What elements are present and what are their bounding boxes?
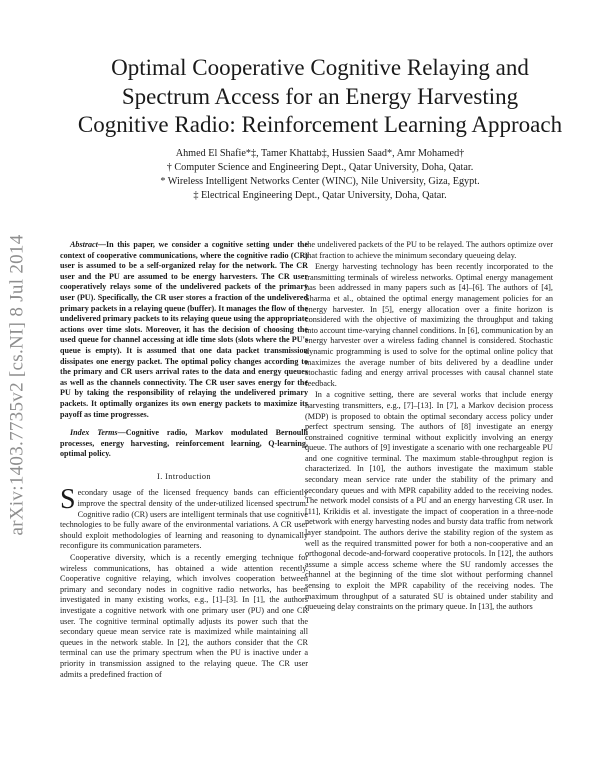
paragraph: In a cognitive setting, there are several works that include energy harvesting transmitters, e.g., [7]–[13]. In [7], a Markov decision process (MDP) is proposed to obtain the optimal secondary access policy under perfect spectrum sensing. The authors of [8] investigate an energy constrained cognitive terminal without explicitly involving an energy queue. The authors of [9] investigate a scenario with one rechargeable PU and one cognitive terminal. The maximum stable-throughput region is characterized. In [10], the authors investigate the maximum stable secondary mean service rate under the stability of the primary and secondary queues and with MPR capability added to the receiving nodes. The network model consists of a PU and an energy harvesting CR user. In [11], Krikidis et al. investigate the impact of cooperation in a three-node network with energy harvesting nodes and bursty data traffic from network layer standpoint. The authors derive the stability region of the system as well as the required transmitted power for both a non-cooperative and an orthogonal decode-and-forward cooperative protocols. In [12], the authors assume a simple access scheme where the SU randomly accesses the channel at the beginning of the time slot without performing channel sensing to exploit the MPR capability of the receiving nodes. The maximum throughput of a saturated SU is obtained under stability and queueing delay constraints on the primary queue. In [13], the authors (305, 390, 553, 612)
paragraph-text: econdary usage of the licensed frequency bands can efficiently improve the spectral density of the under-utilized licensed spectrum. Cognitive radio (CR) users are intelligent terminals that use cognitive technologies to be fully aware of the environmental variations. A CR user should exploit methodologies of learning and reasoning to dynamically reconfigure its communication parameters. (60, 488, 308, 551)
section-heading: I. Introduction (157, 471, 211, 481)
abstract-text: —In this paper, we consider a cognitive setting under the context of cooperative communications, where the cognitive radio (CR) user is assumed to be a self-organized relay for the network. The CR user and the PU are assumed to be energy harvesters. The CR user cooperatively relays some of the undelivered packets of the primary user (PU). Specifically, the CR user stores a fraction of the undelivered primary packets in a relaying queue (buffer). It manages the flow of the undelivered primary packets to its relaying queue using the appropriate actions over time slots. Moreover, it has the decision of choosing the used queue for channel accessing at idle time slots (slots where the PU's queue is empty). It is assumed that one data packet transmission dissipates one energy packet. The optimal policy changes according to the primary and CR users arrival rates to the data and energy queues as well as the channels connectivity. The CR user saves energy for the PU by taking the responsibility of relaying the undelivered primary packets. It optimally organizes its own energy packets to maximize its payoff as time progresses. (60, 240, 308, 419)
paper-title (40, 54, 600, 140)
right-column (305, 240, 553, 614)
title-line: Optimal Cooperative Cognitive Relaying and (111, 55, 529, 80)
author-names: Ahmed El Shafie*‡, Tamer Khattab‡, Hussien Saad*, Amr Mohamed† (175, 148, 465, 159)
paragraph (60, 484, 308, 552)
title-line: Spectrum Access for an Energy Harvesting (121, 83, 519, 109)
index-terms-label: Index Terms (70, 428, 118, 438)
index-terms (60, 428, 308, 460)
affiliation: † Computer Science and Engineering Dept., Qatar University, Doha, Qatar. (166, 162, 474, 173)
index-terms-text: —Cognitive radio, Markov modulated Bernoulli processes, energy harvesting, reinforcement learning, Q-learning, optimal policy. (60, 428, 308, 459)
paragraph: Energy harvesting technology has been recently incorporated to the transmitting terminals of wireless networks. Optimal energy management has been addressed in many papers such as [4]–[6]. The authors of [4], Sharma et al., obtained the optimal energy management policies for an energy harvester. In [5], energy allocation over a finite horizon is considered with the objective of maximizing the throughput and taking into account time-varying channel conditions. In [6], communication by an energy harvester over a wireless fading channel is considered. Stochastic dynamic programming is used to solve for the optimal online policy that maximizes the average number of bits delivered by a deadline under stochastic fading and energy arrival processes with causal channel state feedback. (305, 262, 553, 388)
arxiv-stamp-text: arXiv:1403.7735v2 [cs.NI] 8 Jul 2014 (7, 234, 29, 536)
arxiv-stamp (2, 210, 34, 560)
paragraph: the undelivered packets of the PU to be relayed. The authors optimize over that fraction to achieve the minimum secondary queueing delay. (305, 240, 553, 260)
abstract-label: Abstract (70, 240, 98, 249)
paragraph: Cooperative diversity, which is a recently emerging technique for wireless communications, has obtained a wide attention recently. Cooperative cognitive relaying, which involves cooperation between primary and secondary nodes in cognitive radio networks, has been investigated in many existing works, e.g., [1]–[3]. In [1], the authors investigate a cognitive network with one primary user (PU) and one CR user. The cognitive terminal optimally adjusts its power such that the secondary queue mean service rate is maximized while maintaining all queues in the network stable. In [2], the authors consider that the CR terminal can use the primary spectrum when the PU is inactive under a priority in transmission assigned to the relaying queue. The CR user admits a predefined fraction of (60, 553, 308, 679)
abstract (60, 240, 308, 420)
affiliation: * Wireless Intelligent Networks Center (WINC), Nile University, Giza, Egypt. (160, 176, 480, 187)
intro-text (60, 484, 308, 680)
title-line: Cognitive Radio: Reinforcement Learning Approach (77, 112, 563, 137)
affiliation: ‡ Electrical Engineering Dept., Qatar University, Doha, Qatar. (193, 190, 447, 201)
author-block (40, 147, 600, 203)
drop-cap: S (60, 484, 76, 516)
left-column (60, 240, 308, 681)
